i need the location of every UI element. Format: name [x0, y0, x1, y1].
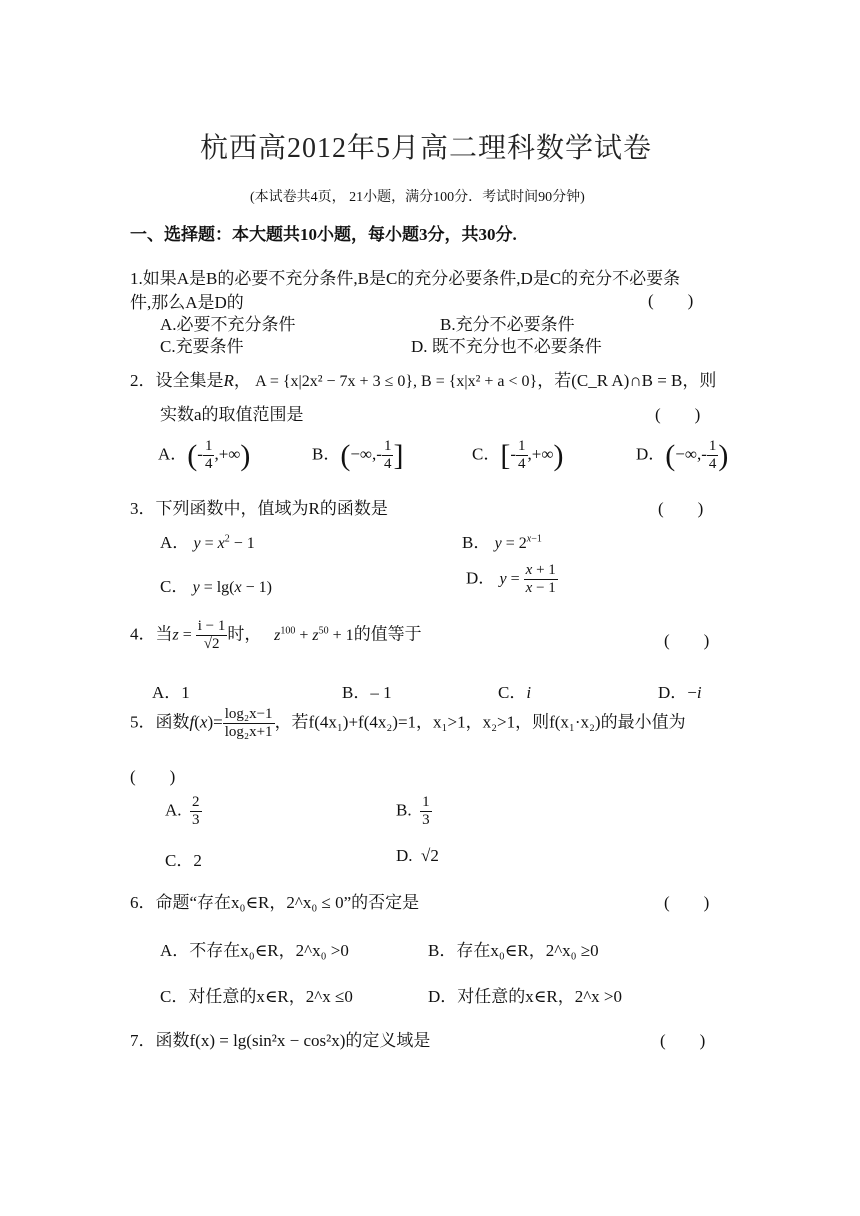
q4-option-a: A．1: [152, 683, 190, 702]
q6-option-b: B．存在x₀∈R，2^x₀ ≥0: [428, 941, 599, 960]
q4-option-d: D．−i: [658, 683, 702, 702]
q5-stem: 5．函数f(x)= $\frac{\text{log₂x−1}}{\text{log₂x+1}}$ ，若f(4x₁)+f(4x₂)=1，x₁>1，x₂>1，则f(x₁·x₂)的最小值为: [130, 706, 686, 741]
q3-option-b: B． $y = 2^{x-1}$: [462, 533, 542, 552]
q1-line2: 件,那么A是D的: [130, 293, 244, 312]
q2-answer-paren: ( ): [655, 405, 701, 424]
q4-option-c: C．i: [498, 683, 532, 702]
q3-stem: 3．下列函数中，值域为R的函数是: [130, 499, 388, 518]
q6-option-d: D．对任意的x∈R，2^x >0: [428, 987, 623, 1006]
q3-option-c: C． y = lg(x − 1): [160, 577, 272, 596]
q6-option-a: A．不存在x₀∈R，2^x₀ >0: [160, 941, 349, 960]
q2-condition: ，若(C_R A)∩B = B，则: [537, 371, 717, 390]
q1-option-c: C.充要条件: [160, 337, 244, 356]
q6-option-c: C．对任意的x∈R，2^x ≤0: [160, 987, 353, 1006]
page-title: 杭西高2012年5月高二理科数学试卷: [200, 133, 653, 164]
q5-option-b: B. $\frac{1}{3}$: [396, 794, 430, 829]
q7-answer-paren: ( ): [660, 1031, 706, 1050]
q1-answer-paren: ( ): [648, 291, 694, 310]
q1-line1: 1.如果A是B的必要不充分条件,B是C的充分必要条件,D是C的充分不必要条: [130, 269, 681, 288]
q2-option-b: B．(−∞,- $\frac{1}{4}$ ]: [312, 438, 404, 473]
q3-option-a: A． $y = x^2 - 1$: [160, 533, 255, 552]
q4-stem: 4．当z = $\frac{i - 1}{√2}$ 时， $z^{100} + z^{50} + 1$的值等于: [130, 618, 422, 653]
q1-option-a: A.必要不充分条件: [160, 315, 296, 334]
q5-answer-paren: ( ): [130, 767, 176, 786]
q2-option-a: A．(- $\frac{1}{4}$ ,+∞): [158, 438, 251, 473]
q6-answer-paren: ( ): [664, 893, 710, 912]
q4-option-b: B．– 1: [342, 683, 392, 702]
q6-stem: 6．命题“存在x₀∈R，2^x₀ ≤ 0”的否定是: [130, 893, 420, 912]
q1-option-b: B.充分不必要条件: [440, 315, 575, 334]
q2-sets: A = {x|2x² − 7x + 3 ≤ 0}, B = {x|x² + a < 0}: [255, 373, 538, 390]
q5-option-a: A. $\frac{2}{3}$: [165, 794, 200, 829]
q7-stem: 7．函数f(x) = lg(sin²x − cos²x)的定义域是: [130, 1031, 431, 1050]
section-heading: 一、选择题：本大题共10小题，每小题3分，共30分.: [130, 225, 517, 244]
q2-stem-line1: 2．设全集是R， A = {x|2x² − 7x + 3 ≤ 0}, B = {x|x² + a < 0}，若(C_R A)∩B = B，则: [130, 371, 717, 390]
exam-info: (本试卷共4页， 21小题，满分100分．考试时间90分钟): [250, 190, 585, 205]
q4-answer-paren: ( ): [664, 631, 710, 650]
q1-option-d: D. 既不充分也不必要条件: [411, 337, 602, 356]
q2-option-c: C．[- $\frac{1}{4}$ ,+∞): [472, 438, 564, 473]
q3-answer-paren: ( ): [658, 499, 704, 518]
q3-option-d: D． y = $\frac{x + 1}{x - 1}$: [466, 562, 556, 597]
q5-option-c: C．2: [165, 851, 202, 870]
q2-option-d: D．(−∞,- $\frac{1}{4}$ ): [636, 438, 729, 473]
q2-stem-prefix: 2．设全集是: [130, 371, 224, 390]
q5-option-d: D. √2: [396, 846, 439, 865]
q2-stem-line2: 实数a的取值范围是: [160, 405, 304, 424]
